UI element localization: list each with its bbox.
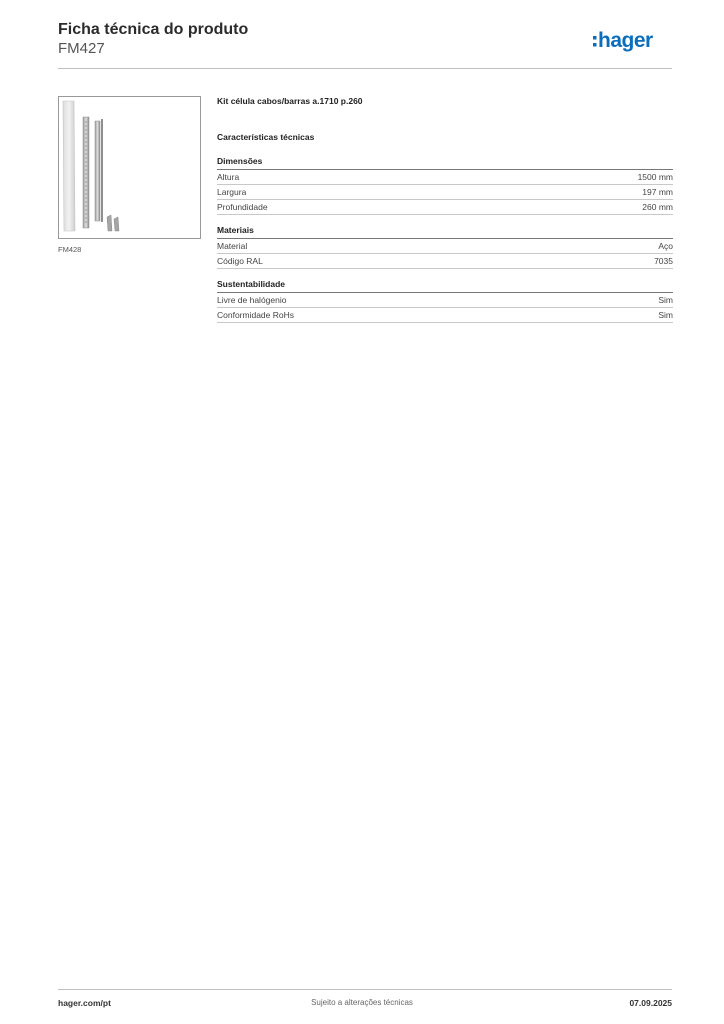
bracket-right bbox=[114, 217, 119, 231]
spec-label: Altura bbox=[217, 172, 240, 182]
spec-row bbox=[217, 239, 673, 254]
header-divider bbox=[58, 68, 672, 69]
spec-label: Código RAL bbox=[217, 256, 263, 266]
spec-value: 1500 mm bbox=[637, 172, 673, 182]
spec-value: 7035 bbox=[654, 256, 673, 266]
hager-logo bbox=[593, 28, 675, 54]
spec-value: 197 mm bbox=[642, 187, 673, 197]
footer-website: hager.com/pt bbox=[58, 998, 111, 1008]
spec-value: Aço bbox=[658, 241, 673, 251]
product-code: FM427 bbox=[58, 40, 105, 57]
bracket-left bbox=[107, 215, 112, 231]
spec-group-dimensions bbox=[217, 156, 673, 215]
spec-label: Material bbox=[217, 241, 248, 251]
spec-group-title: Materiais bbox=[217, 225, 673, 239]
spec-row bbox=[217, 293, 673, 308]
image-caption: FM428 bbox=[58, 245, 82, 254]
logo-dot-bottom bbox=[593, 43, 597, 47]
spec-row bbox=[217, 254, 673, 269]
spec-label: Conformidade RoHs bbox=[217, 310, 295, 320]
footer-divider bbox=[58, 989, 672, 990]
spec-label: Livre de halógenio bbox=[217, 295, 287, 305]
spec-group-title: Sustentabilidade bbox=[217, 279, 673, 293]
side-panel bbox=[63, 101, 75, 231]
rail-middle bbox=[95, 121, 100, 221]
spec-row bbox=[217, 170, 673, 185]
logo-wordmark: hager bbox=[598, 29, 653, 52]
spec-value: 260 mm bbox=[642, 202, 673, 212]
document-title: Ficha técnica do produto bbox=[58, 21, 249, 38]
spec-group-sustainability bbox=[217, 279, 673, 323]
logo-dot-top bbox=[593, 36, 597, 40]
spec-label: Profundidade bbox=[217, 202, 268, 212]
rail-thin bbox=[101, 119, 103, 222]
spec-group-materials bbox=[217, 225, 673, 269]
spec-row bbox=[217, 308, 673, 323]
specs-heading: Características técnicas bbox=[217, 132, 315, 142]
footer-date: 07.09.2025 bbox=[629, 998, 672, 1008]
product-details bbox=[217, 96, 673, 333]
spec-row bbox=[217, 200, 673, 215]
product-image bbox=[58, 96, 201, 239]
product-name: Kit célula cabos/barras a.1710 p.260 bbox=[217, 96, 363, 106]
spec-label: Largura bbox=[217, 187, 247, 197]
spec-row bbox=[217, 185, 673, 200]
spec-value: Sim bbox=[658, 310, 673, 320]
footer-notice: Sujeito a alterações técnicas bbox=[311, 998, 413, 1007]
spec-group-title: Dimensões bbox=[217, 156, 673, 170]
product-illustration bbox=[59, 97, 200, 238]
spec-value: Sim bbox=[658, 295, 673, 305]
